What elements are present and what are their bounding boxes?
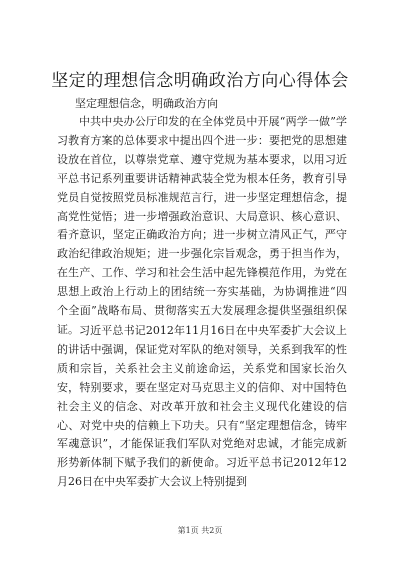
page-footer: 第1页 共2页 [177, 526, 223, 535]
document-title: 坚定的理想信念明确政治方向心得体会 [51, 71, 349, 91]
body-paragraph: 中共中央办公厅印发的在全体党员中开展“两学一做”学习教育方案的总体要求中提出四个进一步：要把党的思想建设放在首位，以尊崇党章、遵守党规为基本要求，以用习近平总书记系列重要讲话精神武装全党为根本任务，教育引导党员自觉按照党员标准规范言行，进一步坚定理想信念，提高党性觉悟；进一步增强政治意识、大局意识、核心意识、看齐意识，坚定正确政治方向；进一步树立清风正气，严守政治纪律政治规矩；进一步强化宗旨观念，勇于担当作为，在生产、工作、学习和社会生活中起先锋模范作用，为党在思想上政治上行动上的团结统一夯实基础，为协调推进“四个全面”战略布局、贯彻落实五大发展理念提供坚强组织保证。 [57, 115, 347, 336]
document-subtitle: 坚定理想信念，明确政治方向 [75, 97, 218, 110]
body-paragraph: 习近平总书记2012年11月16日在中央军委扩大会议上的讲话中强调，保证党对军队的绝对领导，关系到我军的性质和宗旨，关系社会主义前途命运，关系党和国家长治久安，特别要求，要在坚定对马克思主义的信仰、对中国特色社会主义的信念、对改革开放和社会主义现代化建设的信心、对党中央的信赖上下功夫。只有“坚定理想信念，铸牢军魂意识”，才能保证我们军队对党绝对忠诚，才能完成新形势新体制下赋予我们的新使命。习近平总书记2012年12月26日在中央军委扩大会议上特别提到 [57, 324, 347, 489]
